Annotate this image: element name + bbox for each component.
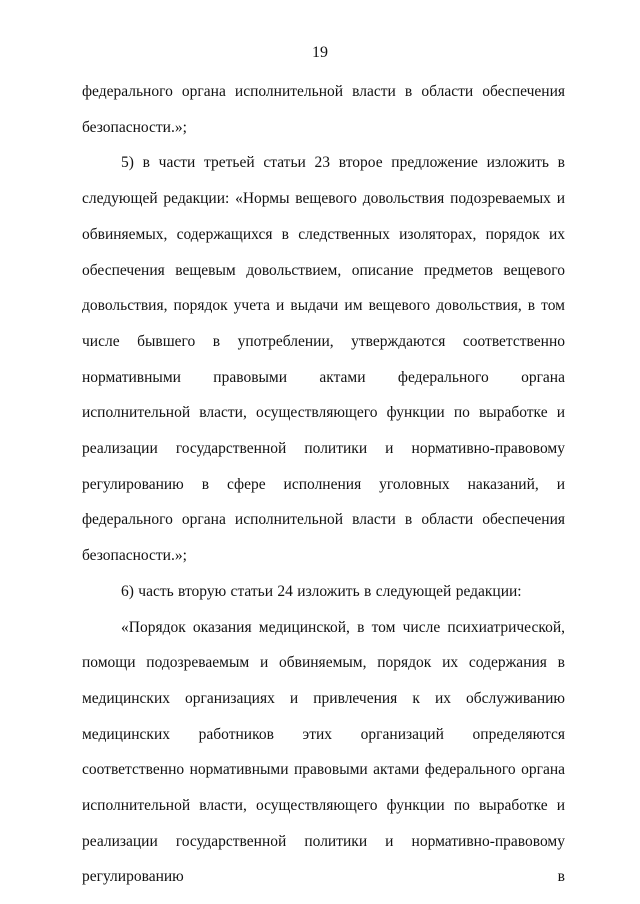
- paragraph-3: 6) часть вторую статьи 24 изложить в следующей редакции:: [121, 582, 522, 600]
- paragraph-4: «Порядок оказания медицинской, в том числе психиатрической, помощи подозреваемым и обвиняемым, порядок их содержания в медицинских организациях и привлечения к их обслуживанию медицинских работников этих организаций определяются соответственно нормативными правовыми актами федерального органа исполнительной власти, осуществляющего функции по выработке и реализации государственной политики и нормативно-правовому регулированию в: [82, 618, 565, 886]
- paragraph-2: 5) в части третьей статьи 23 второе предложение изложить в следующей редакции: «Нормы вещевого довольствия подозреваемых и обвиняемых, содержащихся в следственных изоляторах, порядок их обеспечения вещевым довольствием, описание предметов вещевого довольствия, порядок учета и выдачи им вещевого довольствия, в том числе бывшего в употреблении, утверждаются соответственно нормативными правовыми актами федерального органа исполнительной власти, осуществляющего функции по выработке и реализации государственной политики и нормативно-правовому регулированию в сфере исполнения уголовных наказаний, и федерального органа исполнительной власти в области обеспечения безопасности.»;: [82, 154, 565, 565]
- document-body: [82, 74, 565, 895]
- paragraph-1: федерального органа исполнительной власти в области обеспечения безопасности.»;: [82, 83, 565, 136]
- page-number: 19: [312, 44, 328, 61]
